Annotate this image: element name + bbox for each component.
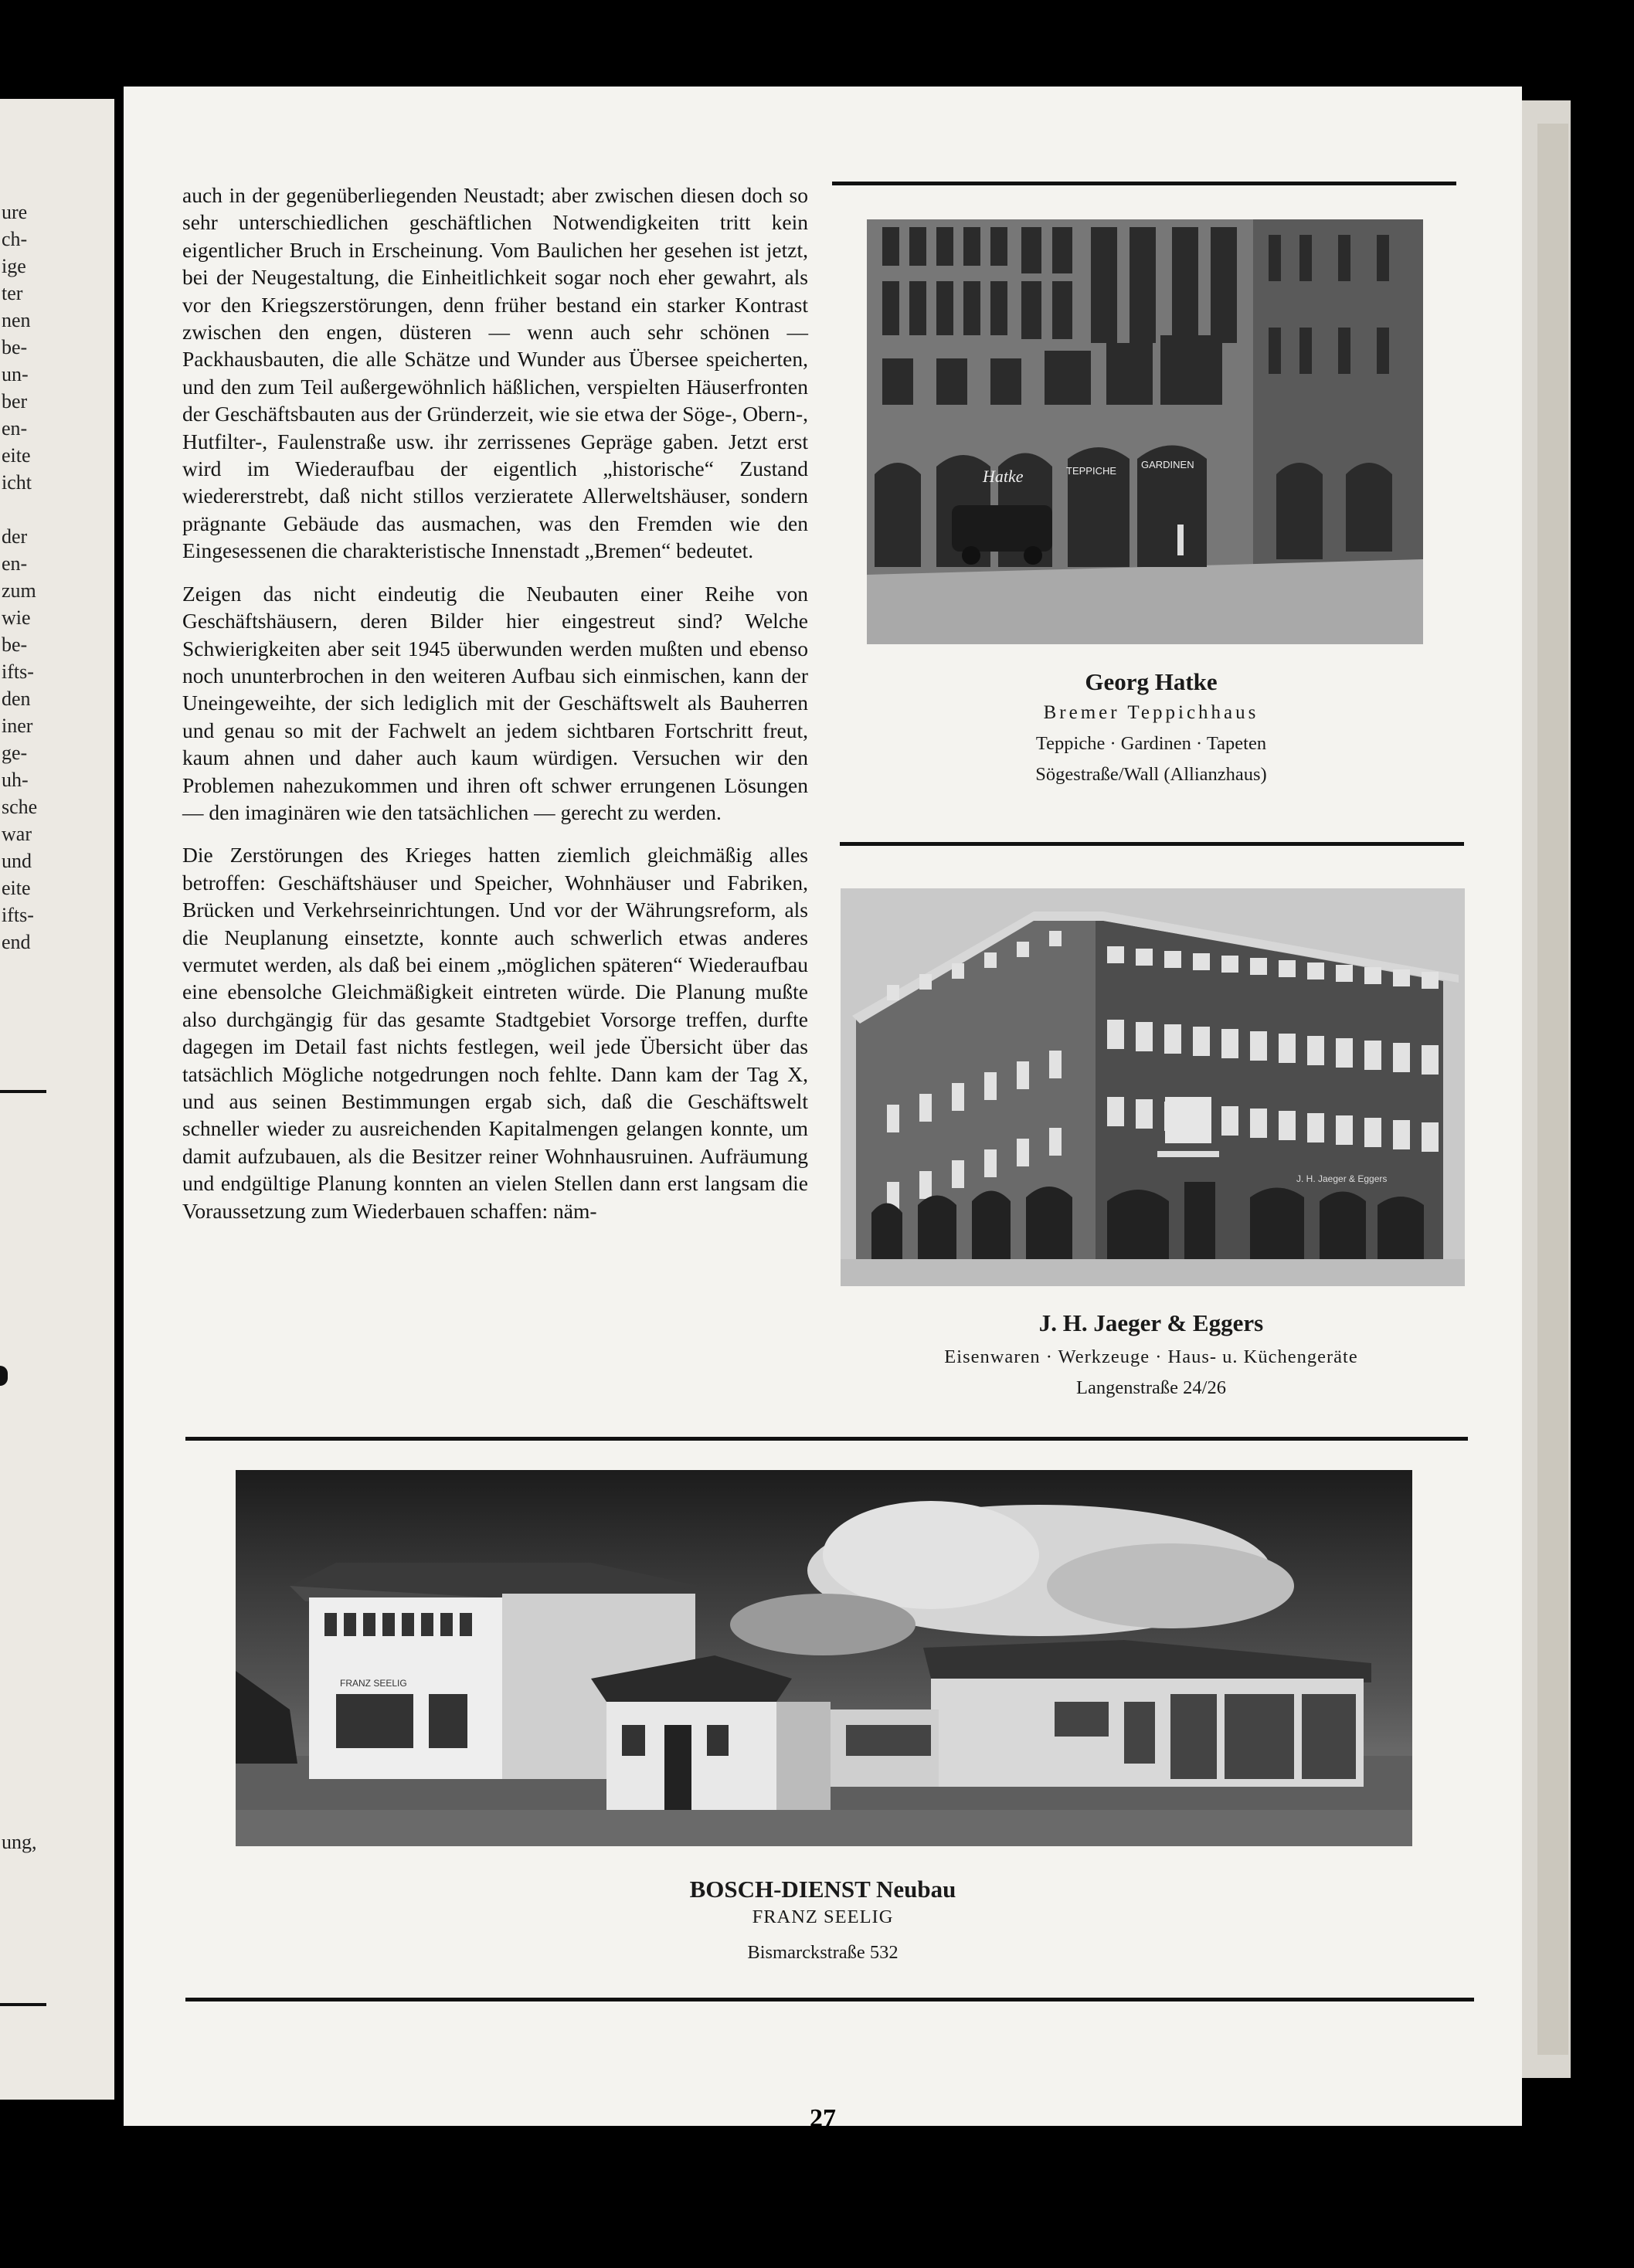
divider-rule bbox=[185, 1998, 1474, 2001]
ink-blot bbox=[0, 1366, 8, 1386]
facing-page-fragment: den bbox=[2, 688, 31, 710]
facing-page-fragment: nen bbox=[2, 309, 31, 331]
facing-page-fragment: uh- bbox=[2, 769, 29, 791]
facing-page-fragment: eite bbox=[2, 877, 31, 899]
divider-rule bbox=[185, 1437, 1468, 1441]
shop-sign: Hatke bbox=[983, 467, 1024, 486]
product-list: Teppiche · Gardinen · Tapeten bbox=[1035, 733, 1267, 754]
jaeger-caption bbox=[850, 1309, 1452, 1399]
company-name: Georg Hatke bbox=[1085, 668, 1218, 695]
company-name: J. H. Jaeger & Eggers bbox=[1038, 1309, 1264, 1336]
facing-page-fragment: iner bbox=[2, 715, 33, 737]
facing-page-fragment: ige bbox=[2, 255, 26, 277]
facing-page-fragment: be- bbox=[2, 633, 28, 656]
shop-sign: J. H. Jaeger & Eggers bbox=[1296, 1173, 1388, 1184]
facing-page bbox=[0, 99, 114, 2100]
page-number: 27 bbox=[810, 2104, 836, 2133]
company-address: Bismarckstraße 532 bbox=[747, 1942, 899, 1963]
facing-page-fragment: ber bbox=[2, 390, 28, 413]
paragraph: Zeigen das nicht eindeutig die Neubauten einer Reihe von Geschäftshäusern, deren Bilder hier eingestreut sind? Welche Schwierigkeiten aber seit 1945 überwunden werden mußten und ebenso noch ununterbrochen in den weiteren Aufbau sich einmischen, kann der Uneingeweihte, der sich lediglich mit der Geschäftswelt als Bauherren und genau so mit der Fachwelt an jedem sichtbaren Fortschritt freut, kaum ahnen und daher auch kaum würdigen. Versuchen wir den Problemen nahezukommen und ihren oft schwer errungenen Lösungen — den imaginären wie den tatsächlichen — gerecht zu werden. bbox=[182, 581, 808, 824]
facing-page-fragment: der bbox=[2, 525, 28, 548]
hatke-caption bbox=[850, 668, 1452, 786]
facing-page-fragment: en- bbox=[2, 552, 28, 575]
facing-page-fragment: end bbox=[2, 931, 31, 953]
facing-page-fragment: zum bbox=[2, 579, 36, 602]
facing-page-fragment: wie bbox=[2, 606, 31, 629]
facing-page-fragment: icht bbox=[2, 471, 32, 494]
shop-sign: GARDINEN bbox=[1141, 459, 1194, 470]
bosch-dienst-building-photo bbox=[236, 1470, 1412, 1846]
facing-page-fragment: ge- bbox=[2, 742, 28, 764]
facing-page-fragment: und bbox=[2, 850, 32, 872]
company-tagline: Bremer Teppichhaus bbox=[1043, 702, 1259, 723]
shop-sign: TEPPICHE bbox=[1066, 465, 1117, 477]
facing-page-fragment: ifts- bbox=[2, 660, 34, 683]
facing-page-fragment: ung, bbox=[2, 1831, 37, 1853]
facing-page-fragment: en- bbox=[2, 417, 28, 440]
facing-page-fragment: sche bbox=[2, 796, 38, 818]
facing-page-rule bbox=[0, 1090, 46, 1093]
facing-page-fragment: ifts- bbox=[2, 904, 34, 926]
shop-sign: FRANZ SEELIG bbox=[340, 1678, 407, 1689]
divider-rule bbox=[840, 842, 1464, 846]
article-body bbox=[182, 182, 808, 1240]
jaeger-eggers-building-photo bbox=[841, 888, 1465, 1286]
page-edge bbox=[1537, 124, 1568, 2055]
hatke-building-photo bbox=[867, 219, 1423, 644]
product-list: Eisenwaren · Werkzeuge · Haus- u. Küchengeräte bbox=[944, 1346, 1358, 1367]
company-name: BOSCH-DIENST Neubau bbox=[689, 1876, 956, 1903]
facing-page-fragment: ure bbox=[2, 201, 28, 223]
facing-page-fragment: ter bbox=[2, 282, 23, 304]
paragraph: Die Zerstörungen des Krieges hatten ziemlich gleichmäßig alles betroffen: Geschäftshäuser und Speicher, Wohnhäuser und Fabriken, Brücken und Verkehrseinrichtungen. Und vor der Währungsreform, als die Neuplanung einsetzte, konnte auch schwerlich etwas anderes vermutet werden, als daß bei einem „möglichen späteren“ Wiederaufbau eine ebensolche Gleichmäßigkeit eintreten würde. Die Planung mußte also durchgängig für das gesamte Stadtgebiet Vorsorge treffen, durfte dagegen im Detail fast nichts festlegen, weil jede Übersicht über das tatsächlich Mögliche notgedrungen noch fehlte. Dann kam der Tag X, und aus seinen Bestimmungen ergab sich, daß die Geschäftswelt schneller wieder zu ausreichenden Kapitalmengen gelangen konnte, um damit aufzubauen, als die Besitzer reiner Wohnhausruinen. Aufräumung und endgültige Planung konnten an vielen Stellen dann erst langsam die Voraussetzung zum Wiederbauen schaffen: näm- bbox=[182, 843, 808, 1223]
facing-page-fragment: eite bbox=[2, 444, 31, 467]
facing-page-rule bbox=[0, 2003, 46, 2006]
owner-name: FRANZ SEELIG bbox=[752, 1906, 894, 1927]
bosch-caption bbox=[386, 1876, 1259, 1964]
facing-page-fragment: ch- bbox=[2, 228, 28, 250]
paragraph: auch in der gegenüberliegenden Neustadt; aber zwischen diesen doch so sehr unterschiedlichen geschäftlichen Notwendigkeiten tritt kein eigentlicher Bruch in Erscheinung. Vom Baulichen her gesehen ist jetzt, bei der Neugestaltung, die Einheitlichkeit sogar noch eher gewahrt, als vor den Kriegszerstörungen, denn früher bestand ein starker Kontrast zwischen den engen, düsteren — wenn auch sehr schönen — Packhausbauten, die alle Schätze und Wunder aus Übersee speicherten, und den zum Teil außergewöhnlich häßlichen, verspielten Häuserfronten der Geschäftsbauten aus der Gründerzeit, wie sie etwa der Söge-, Obern-, Hutfilter-, Faulenstraße usw. ihr zerrissenes Gepräge gaben. Jetzt erst wird im Wiederaufbau der eigentlich „historische“ Zustand wiedererstrebt, daß nicht stillos verzieratete Allerweltshäuser, sondern prägnante Gebäude das ausmachen, was den Fremden wie den Eingesessenen die charakteristische Innenstadt „Bremen“ bedeutet. bbox=[182, 183, 808, 563]
facing-page-fragment: un- bbox=[2, 363, 29, 385]
company-address: Langenstraße 24/26 bbox=[1076, 1377, 1226, 1398]
facing-page-fragment: war bbox=[2, 823, 32, 845]
company-address: Sögestraße/Wall (Allianzhaus) bbox=[1035, 764, 1267, 785]
facing-page-fragment: be- bbox=[2, 336, 28, 358]
divider-rule bbox=[832, 182, 1456, 185]
